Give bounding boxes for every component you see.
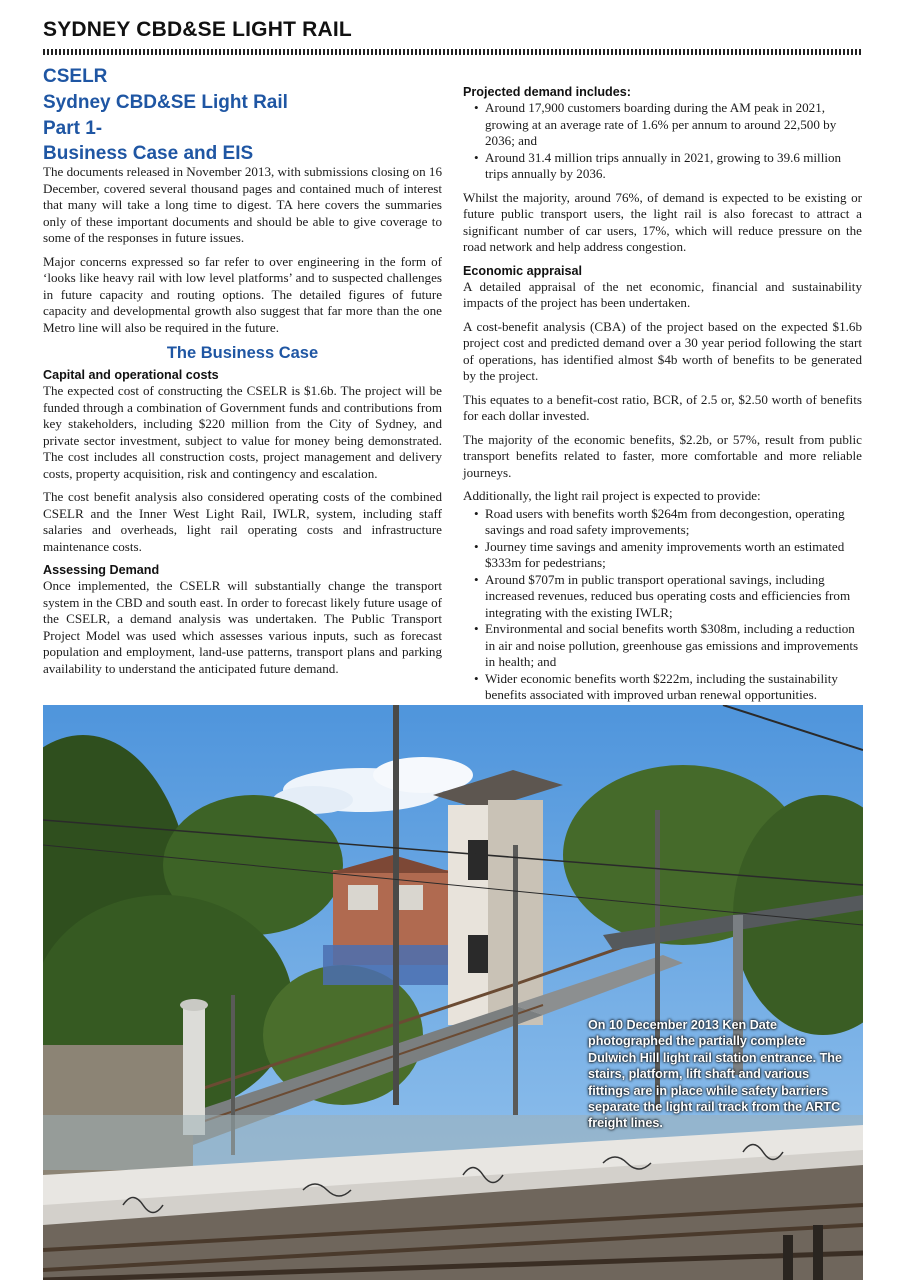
- body-paragraph: Whilst the majority, around 76%, of demand is expected to be existing or future public transport users, the light rail is also forecast to attract a significant number of car users, 17%, which will reduce pressure on the road network and help address congestion.: [463, 189, 862, 254]
- subheading-capital: Capital and operational costs: [43, 368, 219, 382]
- list-item: • Around $707m in public transport operational savings, including increased revenues, reduced bus operating costs and efficiencies from integrating with the existing IWLR;: [463, 572, 862, 622]
- article-title: [43, 64, 442, 164]
- body-paragraph: Additionally, the light rail project is expected to provide:: [463, 488, 761, 503]
- body-paragraph: The majority of the economic benefits, $2.2b, or 57%, result from public transport benefits related to faster, more comfortable and more reliable journeys.: [463, 431, 862, 480]
- list-item: • Environmental and social benefits worth $308m, including a reduction in air and noise pollution, greenhouse gas emissions and improvements in health; and: [463, 621, 862, 671]
- body-paragraph: The cost benefit analysis also considered operating costs of the combined CSELR and the Inner West Light Rail, IWLR, system, including staff salaries and overheads, light rail operating costs and infrastructure maintenance costs.: [43, 489, 442, 554]
- body-paragraph: The expected cost of constructing the CSELR is $1.6b. The project will be funded through a combination of Government funds and contributions from key stakeholders, including $220 million from the City of Sydney, and private sector investment, subject to value for money being demonstrated. The cost includes all construction costs, project management and delivery costs, property acquisition, risk and contingency and escalation.: [43, 383, 442, 481]
- dotted-rule: [43, 49, 863, 55]
- title-line: CSELR: [43, 66, 108, 87]
- body-paragraph: A cost-benefit analysis (CBA) of the project based on the expected $1.6b project cost and predicted demand over a 30 year period following the start of operations, has identified almost $4b worth of benefits to be generated by the project.: [463, 318, 862, 383]
- list-item: • Road users with benefits worth $264m from decongestion, operating savings and road safety improvements;: [463, 506, 862, 539]
- subheading-demand: Assessing Demand: [43, 563, 160, 577]
- list-item: • Around 17,900 customers boarding during the AM peak in 2021, growing at an average rate of 1.6% per annum to around 22,500 by 2036; and: [463, 100, 862, 150]
- photo-caption: On 10 December 2013 Ken Date photographed the partially complete Dulwich Hill light rail station entrance. The stairs, platform, lift shaft and various fittings are in place while safety barriers separate the light rail track from the ARTC freight lines.: [588, 1018, 843, 1131]
- benefits-list: [463, 506, 862, 704]
- body-paragraph: Once implemented, the CSELR will substantially change the transport system in the CBD and south east. In order to forecast likely future usage of the CSELR, a demand analysis was undertaken. The Public Transport Project Model was used which assesses various inputs, such as forecast population and employment, land-use patterns, transport plans and parking availability to understand the anticipated future demand.: [43, 578, 442, 676]
- body-paragraph: A detailed appraisal of the net economic, financial and sustainability impacts of the project has been undertaken.: [463, 278, 862, 310]
- list-item: • Wider economic benefits worth $222m, including the sustainability benefits associated with improved urban renewal opportunities.: [463, 671, 862, 704]
- projected-list: [463, 100, 862, 183]
- subheading-projected: Projected demand includes:: [463, 85, 631, 99]
- section-heading: The Business Case: [166, 344, 319, 362]
- list-item: • Journey time savings and amenity improvements worth an estimated $333m for pedestrians;: [463, 539, 862, 572]
- station-photo: [43, 705, 863, 1280]
- right-column: [463, 84, 862, 711]
- title-line: Part 1-: [43, 118, 103, 139]
- section-title: SYDNEY CBD&SE LIGHT RAIL: [43, 18, 352, 41]
- left-column: [43, 64, 442, 684]
- intro-paragraph: The documents released in November 2013, with submissions closing on 16 December, covered several thousand pages and contained much of interest that many will take a long time to digest. TA here covers the summaries only of these important documents and should be able to give coverage to some of the responses in future issues.: [43, 164, 442, 245]
- body-paragraph: This equates to a benefit-cost ratio, BCR, of 2.5 or, $2.50 worth of benefits for each dollar invested.: [463, 391, 862, 423]
- list-item: • Around 31.4 million trips annually in 2021, growing to 39.6 million trips annually by 2036.: [463, 150, 862, 183]
- subheading-economic: Economic appraisal: [463, 263, 582, 278]
- title-line: Sydney CBD&SE Light Rail: [43, 92, 288, 113]
- intro-paragraph: Major concerns expressed so far refer to over engineering in the form of ‘looks like heavy rail with low level platforms’ and to suspected challenges in future capacity and routing options. The detailed figures of future capacity and developmental growth also suggest that far more than the one Metro line will also be required in the future.: [43, 253, 442, 335]
- title-line: Business Case and EIS: [43, 143, 254, 164]
